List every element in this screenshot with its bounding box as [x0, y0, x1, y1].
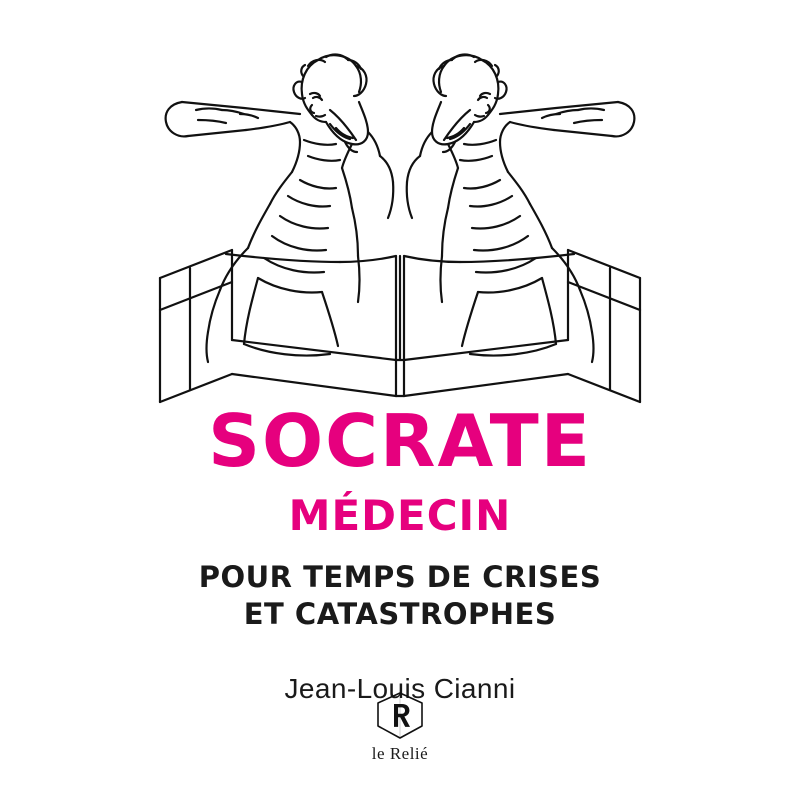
publisher-logo-icon — [372, 690, 428, 742]
publisher-name: le Relié — [371, 744, 429, 763]
page-title: SOCRATE — [208, 399, 592, 483]
tagline — [0, 559, 800, 633]
tagline-line-1: POUR TEMPS DE CRISES — [198, 560, 602, 594]
title-block — [0, 399, 800, 705]
cover-illustration — [0, 10, 800, 410]
thinker-statues-line-art — [0, 10, 800, 410]
subtitle: MÉDECIN — [288, 491, 512, 540]
publisher-block — [0, 690, 800, 764]
tagline-line-2: ET CATASTROPHES — [243, 597, 557, 632]
author-name: Jean-Louis Cianni — [284, 673, 516, 705]
